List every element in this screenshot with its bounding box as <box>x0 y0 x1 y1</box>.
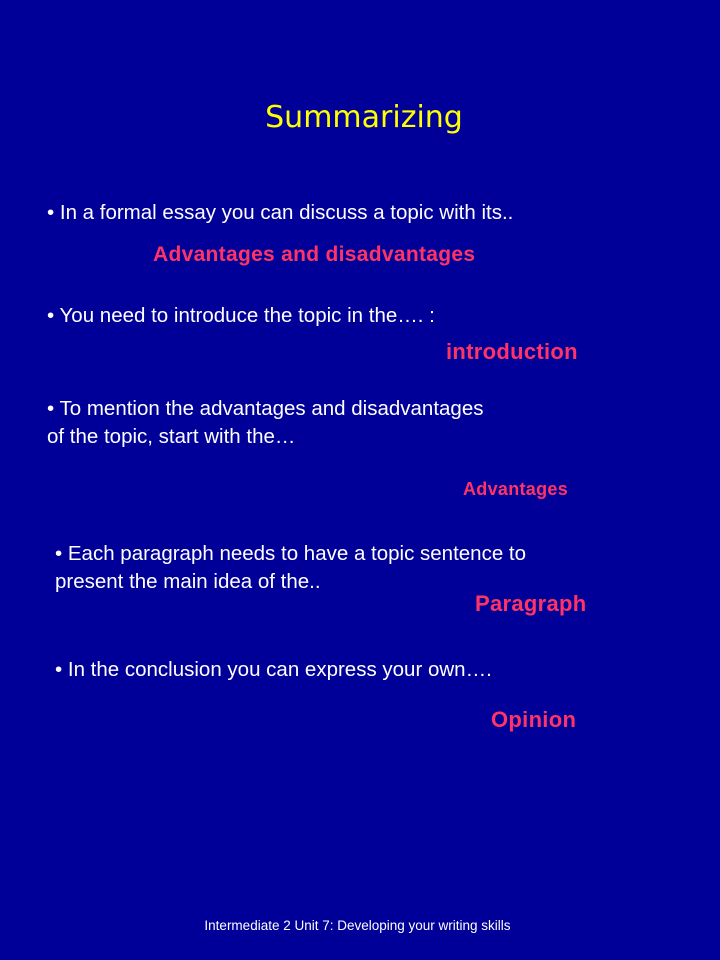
bullet-item <box>47 395 483 451</box>
bullet-item <box>55 656 492 684</box>
slide-title: Summarizing <box>265 100 463 135</box>
bullet-text-continued: of the topic, start with the… <box>47 425 296 448</box>
answer-text: introduction <box>446 339 578 364</box>
bullet-item <box>47 302 435 330</box>
slide-footer: Intermediate 2 Unit 7: Developing your writing skills <box>204 918 511 933</box>
answer-text: Opinion <box>491 707 577 732</box>
answer-text: Advantages <box>463 479 569 499</box>
bullet-text: • You need to introduce the topic in the…. : <box>47 304 435 327</box>
answer-text: Advantages and disadvantages <box>153 243 476 266</box>
bullet-text: • To mention the advantages and disadvantages <box>47 397 484 420</box>
bullet-text: • Each paragraph needs to have a topic sentence to <box>55 542 527 565</box>
answer-text: Paragraph <box>475 591 587 616</box>
bullet-item <box>47 199 513 227</box>
bullet-text: • In the conclusion you can express your own…. <box>55 658 492 681</box>
bullet-text-continued: present the main idea of the.. <box>55 570 321 593</box>
bullet-item <box>55 540 526 596</box>
bullet-text: • In a formal essay you can discuss a topic with its.. <box>47 201 514 224</box>
